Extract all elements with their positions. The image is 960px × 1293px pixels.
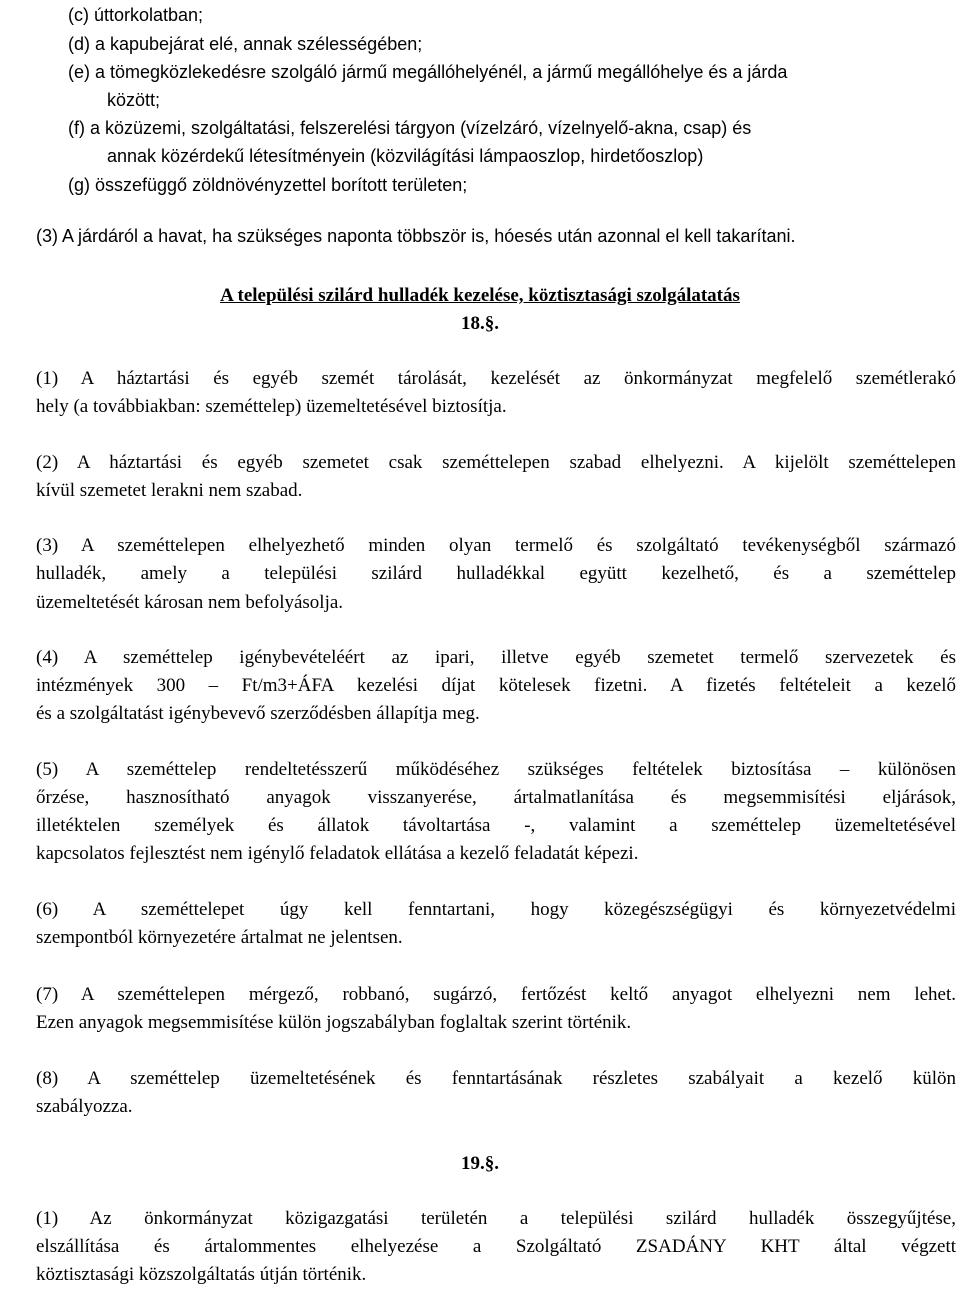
para-18-3-line3: üzemeltetését károsan nem befolyásolja.	[36, 592, 344, 613]
para-19-1-line1: (1) Az önkormányzat közigazgatási területén a települési szilárd hulladék összegyűjtése,	[36, 1208, 956, 1229]
list-item-f-line2: annak közérdekű létesítményein (közvilágítási lámpaoszlop, hirdetőoszlop)	[107, 146, 704, 166]
para-18-8-line2: szabályozza.	[36, 1096, 133, 1117]
para-18-4-line2: intézmények 300 – Ft/m3+ÁFA kezelési díjat kötelesek fizetni. A fizetés feltételeit a kezelő	[36, 675, 956, 696]
para-18-5-line2: őrzése, hasznosítható anyagok visszanyerése, ártalmatlanítása és megsemmisítési eljárások,	[36, 787, 956, 808]
list-item-e-line2: között;	[107, 90, 161, 110]
para-19-1-line2: elszállítása és ártalommentes elhelyezése a Szolgáltató ZSADÁNY KHT által végzett	[36, 1236, 956, 1257]
para-18-7-line1: (7) A szeméttelepen mérgező, robbanó, sugárzó, fertőzést keltő anyagot elhelyezni nem lehet.	[36, 984, 956, 1005]
para-18-4-line1: (4) A szeméttelep igénybevételéért az ipari, illetve egyéb szemetet termelő szervezetek és	[36, 647, 956, 668]
para-18-5-line4: kapcsolatos fejlesztést nem igénylő feladatok ellátása a kezelő feladatát képezi.	[36, 843, 639, 864]
section-18-number: 18.§.	[461, 313, 499, 334]
section-19-number: 19.§.	[461, 1153, 499, 1174]
para-18-6-line2: szempontból környezetére ártalmat ne jelentsen.	[36, 927, 403, 948]
para-18-2-line1: (2) A háztartási és egyéb szemetet csak szeméttelepen szabad elhelyezni. A kijelölt szeméttelepen	[36, 452, 956, 473]
section-heading: A települési szilárd hulladék kezelése, köztisztasági szolgálatatás	[220, 285, 740, 306]
para-18-5-line3: illetéktelen személyek és állatok távoltartása -, valamint a szeméttelep üzemeltetésével	[36, 815, 956, 836]
para-18-4-line3: és a szolgáltatást igénybevevő szerződésben állapítja meg.	[36, 703, 480, 724]
para-18-3-line2: hulladék, amely a települési szilárd hulladékkal együtt kezelhető, és a szeméttelep	[36, 563, 956, 584]
para-19-1-line3: köztisztasági közszolgáltatás útján történik.	[36, 1264, 367, 1285]
para-18-2-line2: kívül szemetet lerakni nem szabad.	[36, 480, 303, 501]
list-item-f-line1: (f) a közüzemi, szolgáltatási, felszerelési tárgyon (vízelzáró, vízelnyelő-akna, csap) és	[68, 118, 752, 138]
list-item-d: (d) a kapubejárat elé, annak szélességében;	[68, 34, 423, 54]
list-item-g: (g) összefüggő zöldnövényzettel borított területen;	[68, 175, 468, 195]
para-18-8-line1: (8) A szeméttelep üzemeltetésének és fenntartásának részletes szabályait a kezelő külön	[36, 1068, 956, 1089]
list-item-e-line1: (e) a tömegközlekedésre szolgáló jármű megállóhelyénél, a jármű megállóhelye és a járda	[68, 62, 788, 82]
list-item-c: (c) úttorkolatban;	[68, 5, 204, 25]
snow-paragraph: (3) A járdáról a havat, ha szükséges naponta többször is, hóesés után azonnal el kell takarítani.	[36, 226, 796, 246]
para-18-6-line1: (6) A szeméttelepet úgy kell fenntartani, hogy közegészségügyi és környezetvédelmi	[36, 899, 956, 920]
para-18-7-line2: Ezen anyagok megsemmisítése külön jogszabályban foglaltak szerint történik.	[36, 1012, 632, 1033]
para-18-3-line1: (3) A szeméttelepen elhelyezhető minden olyan termelő és szolgáltató tevékenységből származó	[36, 535, 956, 556]
para-18-1-line2: hely (a továbbiakban: szeméttelep) üzemeltetésével biztosítja.	[36, 396, 507, 417]
para-18-1-line1: (1) A háztartási és egyéb szemét tárolását, kezelését az önkormányzat megfelelő szemétlerakó	[36, 368, 956, 389]
para-18-5-line1: (5) A szeméttelep rendeltetésszerű működéséhez szükséges feltételek biztosítása – különösen	[36, 759, 956, 780]
